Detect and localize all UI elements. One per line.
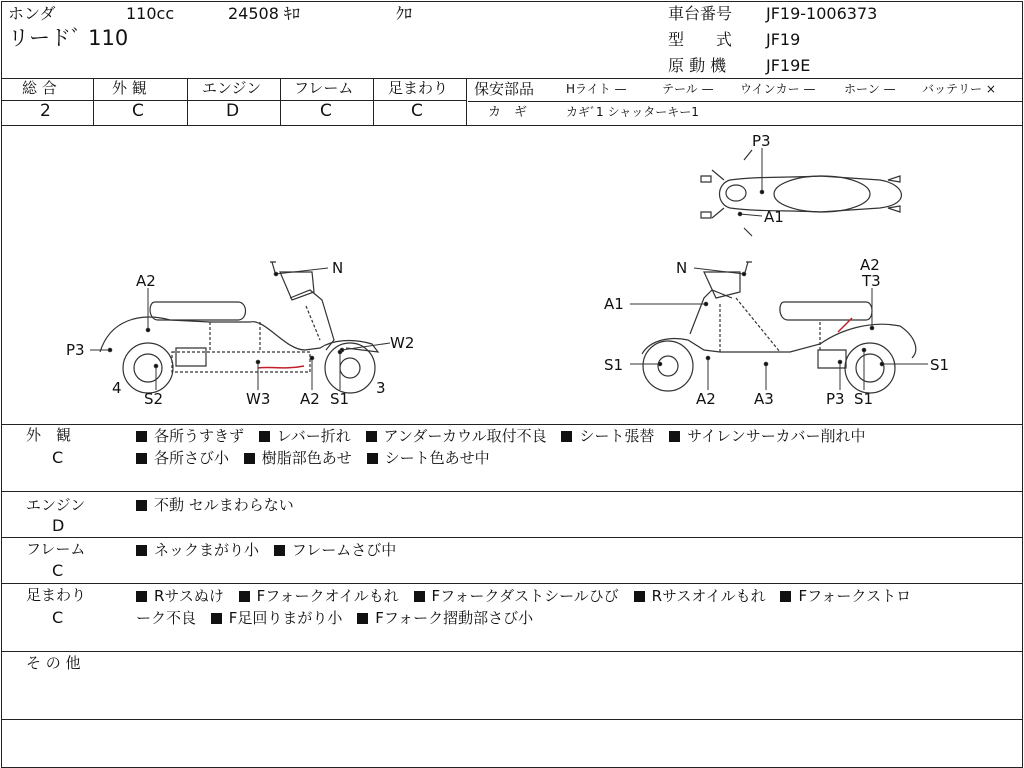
bullet-square-icon [357,613,368,624]
section-title: フレーム [26,540,86,558]
section-grade: D [52,516,65,535]
diagram-label: A1 [604,295,624,313]
divider [93,78,94,125]
diagram-label: 3 [376,379,386,397]
section-title: 足まわり [26,586,87,604]
safety-battery: バッテリー × [922,82,996,96]
note: F足回りまがり小 [228,609,343,627]
grade-label-engine: エンジン [202,79,262,97]
note: アンダーカウル取付不良 [383,427,547,445]
note: 不動 セルまわらない [154,496,294,514]
note: 各所さび小 [154,449,230,467]
divider [1,651,1022,652]
diagram-label: P3 [66,341,85,359]
section-grade: C [52,448,64,467]
key-label: カ ギ [488,105,528,120]
safety-headlight: Hライト — [566,82,627,96]
note: 各所うすきず [154,427,245,445]
engine-value: JF19E [766,56,811,75]
color: ｸﾛ [396,4,413,23]
note: サイレンサーカバー削れ中 [687,427,866,445]
diagram-label: S1 [854,390,874,408]
divider [1,583,1022,584]
note: Fフォーク摺動部さび小 [375,609,534,627]
diagram-label: S1 [604,356,624,374]
bullet-square-icon [244,453,255,464]
bullet-square-icon [366,431,377,442]
bullet-square-icon [136,500,147,511]
note: ーク不良 [136,609,197,627]
note: ネックまがり小 [154,541,260,559]
bullet-square-icon [259,431,270,442]
bullet-square-icon [414,591,425,602]
grade-label-exterior: 外 観 [112,79,147,97]
bullet-square-icon [136,453,147,464]
engine-label: 原 動 機 [668,56,727,75]
note: シート張替 [579,427,655,445]
mileage: 24508 ｷﾛ [228,4,300,23]
diagram-label: S2 [144,390,164,408]
bullet-square-icon [669,431,680,442]
bullet-square-icon [239,591,250,602]
section-title: そ の 他 [26,654,81,672]
safety-tail: テール — [662,82,714,96]
safety-winker: ウインカー — [740,82,816,96]
divider [373,78,374,125]
maker: ホンダ [8,4,56,23]
note: Fフォークストロ [798,587,912,605]
type-label: 型 式 [668,30,733,49]
diagram-label: A1 [764,208,784,226]
diagram-label: A3 [754,390,774,408]
diagram-label: W3 [246,390,271,408]
section-notes [136,539,406,561]
diagram-label: 4 [112,379,122,397]
note: 樹脂部色あせ [261,449,352,467]
note: Fフォークオイルもれ [256,587,399,605]
section-notes [136,494,304,516]
diagram-label: A2 [860,256,880,274]
grade-value-frame: C [320,101,332,121]
bullet-square-icon [211,613,222,624]
grade-label-total: 総 合 [22,79,57,97]
section-notes [136,585,911,607]
diagram-label: S1 [930,356,950,374]
grade-value-total: 2 [40,101,51,121]
bullet-square-icon [136,545,147,556]
grade-value-suspension: C [411,101,423,121]
divider [1,719,1022,720]
bullet-square-icon [274,545,285,556]
bullet-square-icon [136,591,147,602]
divider [1,537,1022,538]
section-notes [136,607,543,629]
diagram-label: P3 [826,390,845,408]
diagram-label: S1 [330,390,350,408]
key-value: カギﾞ1 シャッターキー1 [566,105,699,119]
diagram-label: A2 [300,390,320,408]
section-notes [136,425,875,447]
note: シート色あせ中 [384,449,490,467]
diagram-label: T3 [862,272,881,290]
note: Rサスオイルもれ [651,587,766,605]
grade-label-suspension: 足まわり [388,79,449,97]
divider [280,78,281,125]
diagram-label: A2 [696,390,716,408]
model-name: リードﾞ 110 [8,26,129,50]
cc: 110cc [126,4,175,23]
section-grade: C [52,608,64,627]
safety-label: 保安部品 [474,80,535,98]
type-value: JF19 [766,30,801,49]
divider [1,491,1022,492]
note: Fフォークダストシールひび [431,587,619,605]
grade-label-frame: フレーム [294,79,354,97]
note: Rサスぬけ [154,587,224,605]
diagram-label: A2 [136,272,156,290]
bullet-square-icon [136,431,147,442]
diagram-label: W2 [390,334,415,352]
divider [468,101,1022,102]
bullet-square-icon [367,453,378,464]
note: フレームさび中 [291,541,397,559]
frame-no-label: 車台番号 [668,4,733,23]
section-title: 外 観 [26,426,72,444]
diagram-label: P3 [752,132,771,150]
diagram-label: N [676,259,688,277]
scooter-diagram [0,126,1024,424]
frame-no: JF19-1006373 [766,4,878,23]
scooter-top-view [701,150,901,236]
diagram-label: N [332,259,344,277]
grade-value-engine: D [226,101,240,121]
divider [1,78,1022,79]
section-grade: C [52,561,64,580]
note: レバー折れ [276,427,351,445]
safety-horn: ホーン — [844,82,896,96]
divider [466,78,467,125]
bullet-square-icon [780,591,791,602]
section-notes [136,447,500,469]
bullet-square-icon [634,591,645,602]
divider [187,78,188,125]
bullet-square-icon [561,431,572,442]
grade-value-exterior: C [132,101,144,121]
section-title: エンジン [26,496,86,514]
